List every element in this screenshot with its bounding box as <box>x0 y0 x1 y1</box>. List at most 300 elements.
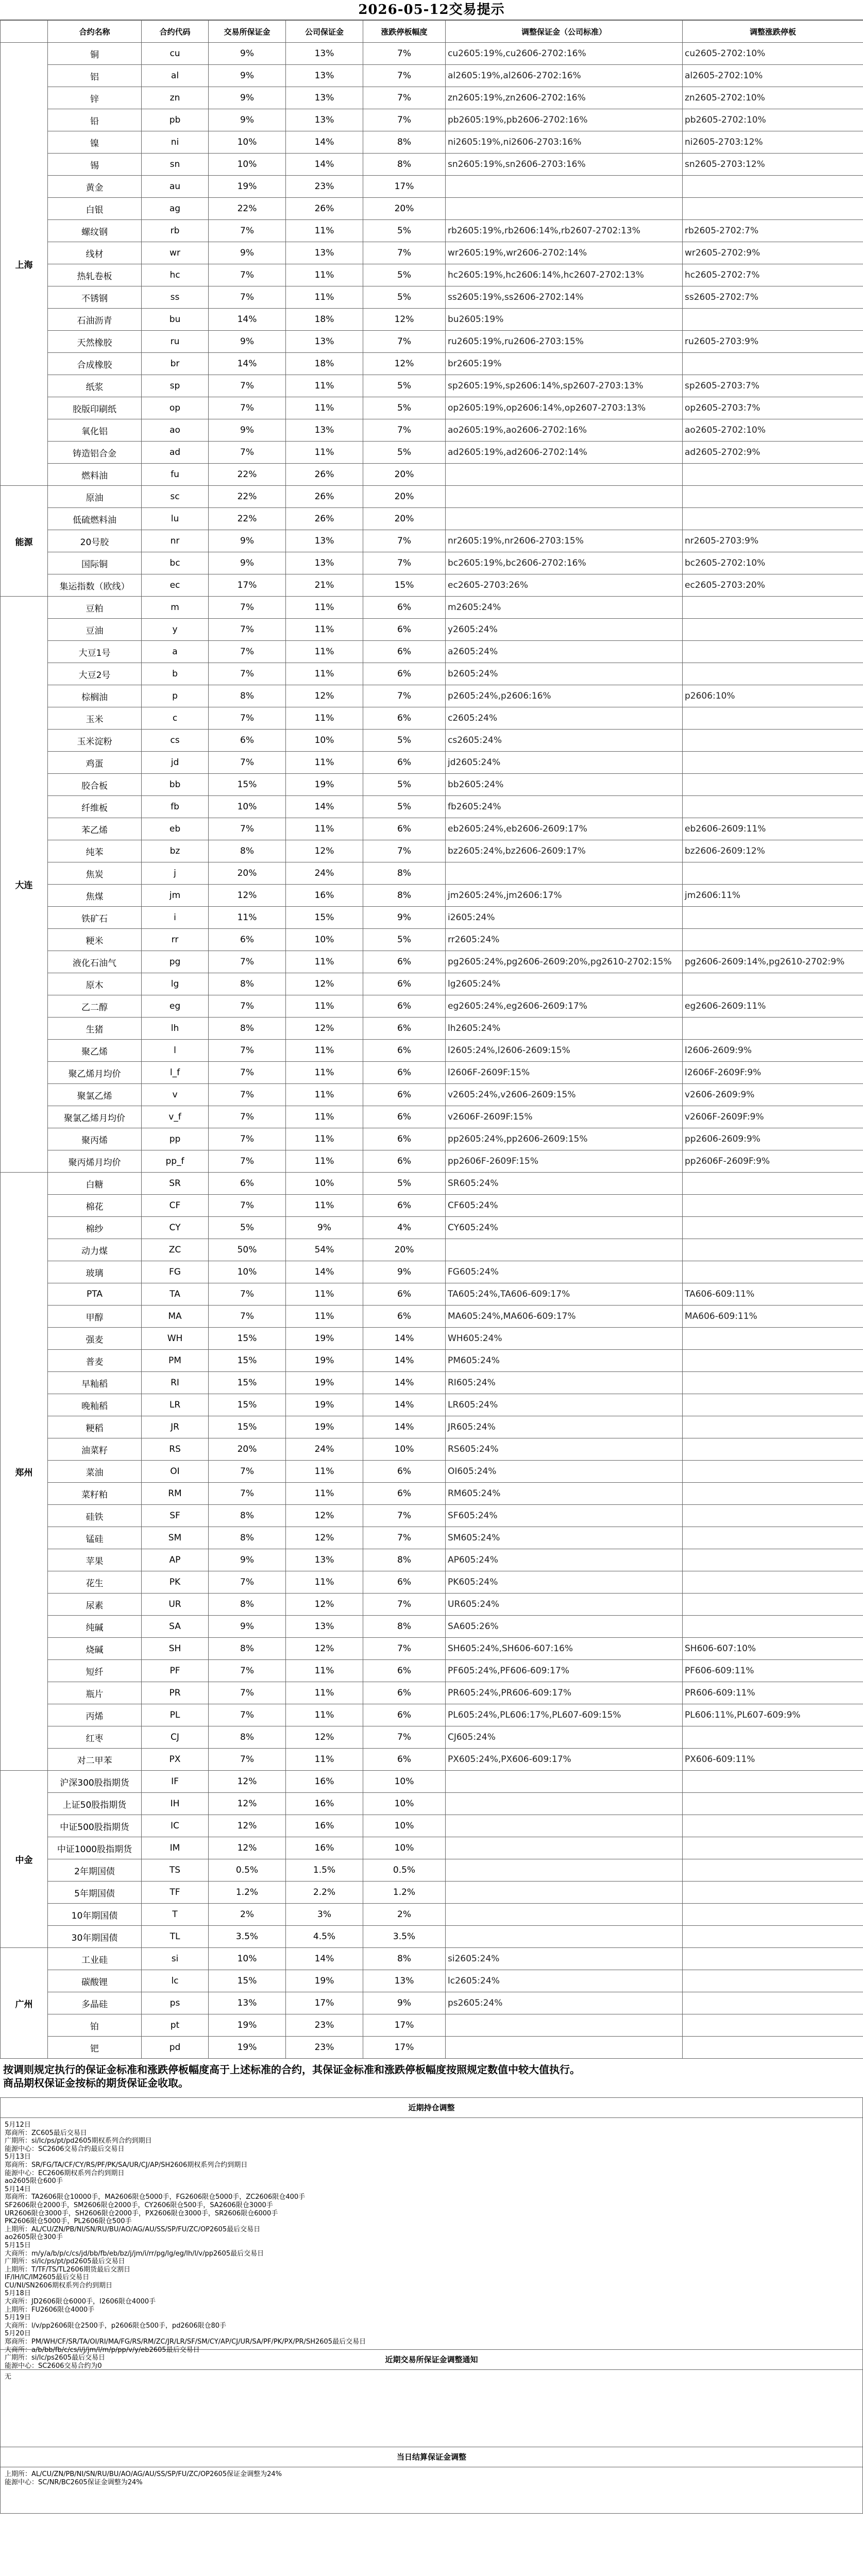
exchange-margin: 8% <box>209 1505 286 1527</box>
adjusted-price-limit: ru2605-2703:9% <box>683 331 863 353</box>
company-margin: 11% <box>286 1128 363 1150</box>
adjusted-margin: SA605:26% <box>446 1616 683 1638</box>
adjusted-margin <box>446 2014 683 2037</box>
contract-name: 对二甲苯 <box>48 1749 142 1771</box>
table-row <box>1 685 863 707</box>
price-limit: 6% <box>363 951 446 973</box>
exchange-margin: 6% <box>209 1173 286 1195</box>
adjusted-price-limit: hc2605-2702:7% <box>683 264 863 286</box>
company-margin: 16% <box>286 1771 363 1793</box>
exchange-margin: 50% <box>209 1239 286 1261</box>
contract-name: 玉米 <box>48 707 142 730</box>
table-row <box>1 552 863 574</box>
exchange-margin: 15% <box>209 1372 286 1394</box>
contract-code: a <box>142 641 209 663</box>
contract-code: sp <box>142 375 209 397</box>
contract-name: 短纤 <box>48 1660 142 1682</box>
contract-name: 铁矿石 <box>48 907 142 929</box>
contract-name: 普麦 <box>48 1350 142 1372</box>
adjusted-price-limit <box>683 1549 863 1571</box>
table-row <box>1 862 863 885</box>
adjusted-margin: jd2605:24% <box>446 752 683 774</box>
table-row <box>1 309 863 331</box>
company-margin: 11% <box>286 707 363 730</box>
adjusted-margin: op2605:19%,op2606:14%,op2607-2703:13% <box>446 397 683 419</box>
price-limit: 6% <box>363 707 446 730</box>
contract-code: bc <box>142 552 209 574</box>
contract-code: pt <box>142 2014 209 2037</box>
contract-code: bz <box>142 840 209 862</box>
exchange-margin: 7% <box>209 1128 286 1150</box>
section-body: 5月12日 郑商所：ZC605最后交易日 广期所：si/lc/ps/pt/pd2605期权系列合约到期日 能源中心：SC2606交易合约最后交易日 5月13日 郑商所：SR/FG/TA/CF/CY/RS/PF/PK/SA/UR/CJ/AP/SH2606期权系列合约到期日 能源中心：EC2606期权系列合约到期日 ao2605限仓600手 5月14日 郑商所：TA2606限仓10000手，MA2606限仓5000手，FG2606限仓5000手，ZC2606限仓400手 SF2606限仓2000手，SM2606限仓2000手，CY2606限仓500手，SA2606限仓3000手 UR2606限仓3000手，SH2606限仓2000手，PX2606限仓3000手，SR2606限仓6000手 PK2606限仓5000手，PL2606限仓500手 上期所：AL/CU/ZN/PB/NI/SN/RU/BU/AO/AG/AU/SS/SP/FU/ZC/OP2605最后交易日 ao2605限仓300手 5月15日 大商所：m/y/a/b/p/c/cs/jd/bb/fb/eb/bz/j/jm/i/rr/pg/lg/eg/lh/l/v/pp2605最后交易日 广期所：si/lc/ps/pt/pd2605最后交易日 上期所：T/TF/TS/TL2606期货最后交割日 IF/IH/IC/IM2605最后交易日 CU/NI/SN2606期权系列合约到期日 5月18日 大商所：JD2606限仓6000手，I2606限仓4000手 上期所：FU2606限仓4000手 5月19日 大商所：l/v/pp2606限仓2500手，p2606限仓500手，pd2606限仓80手 5月20日 郑商所：PM/WH/CF/SR/TA/OI/RI/MA/FG/RS/RM/ZC/JR/LR/SF/SM/CY/AP/CJ/UR/SA/PF/PK/PX/PR/SH2605最后交易日 大商所：a/b/bb/fb/c/cs/i/j/jm/l/m/p/pp/v/y/eb2605最后交易日 广期所：si/lc/ps2605最后交易日 能源中心：SC2606交易合约为0 <box>0 2118 863 2350</box>
company-margin: 14% <box>286 796 363 818</box>
table-row <box>1 619 863 641</box>
company-margin: 12% <box>286 685 363 707</box>
contract-code: ec <box>142 574 209 597</box>
adjusted-price-limit <box>683 973 863 995</box>
section-title: 近期持仓调整 <box>0 2098 863 2118</box>
adjusted-margin <box>446 464 683 486</box>
adjusted-price-limit <box>683 1992 863 2014</box>
table-row <box>1 1970 863 1992</box>
adjusted-price-limit <box>683 353 863 375</box>
contract-code: zn <box>142 87 209 109</box>
company-margin: 1.5% <box>286 1859 363 1882</box>
table-row <box>1 1594 863 1616</box>
exchange-margin: 7% <box>209 397 286 419</box>
contract-code: TL <box>142 1926 209 1948</box>
company-margin: 2.2% <box>286 1882 363 1904</box>
section-settlement-margin <box>0 2447 863 2514</box>
contract-name: 粳米 <box>48 929 142 951</box>
price-limit: 9% <box>363 1992 446 2014</box>
adjusted-margin: m2605:24% <box>446 597 683 619</box>
contract-code: rr <box>142 929 209 951</box>
exchange-margin: 10% <box>209 154 286 176</box>
price-limit: 7% <box>363 87 446 109</box>
company-margin: 13% <box>286 87 363 109</box>
company-margin: 16% <box>286 1815 363 1837</box>
adjusted-margin: TA605:24%,TA606-609:17% <box>446 1283 683 1306</box>
adjusted-price-limit: ss2605-2702:7% <box>683 286 863 309</box>
adjusted-price-limit: v2606-2609:9% <box>683 1084 863 1106</box>
adjusted-margin <box>446 1882 683 1904</box>
adjusted-margin: fb2605:24% <box>446 796 683 818</box>
company-margin: 14% <box>286 1261 363 1283</box>
table-row <box>1 1505 863 1527</box>
contract-code: i <box>142 907 209 929</box>
contract-code: fu <box>142 464 209 486</box>
price-limit: 8% <box>363 1549 446 1571</box>
company-margin: 13% <box>286 331 363 353</box>
exchange-margin: 7% <box>209 995 286 1018</box>
header-cell: 合约名称 <box>48 21 142 43</box>
table-row <box>1 1438 863 1461</box>
exchange-margin: 10% <box>209 1261 286 1283</box>
adjusted-margin: PX605:24%,PX606-609:17% <box>446 1749 683 1771</box>
table-row <box>1 929 863 951</box>
contract-code: PL <box>142 1704 209 1726</box>
price-limit: 10% <box>363 1438 446 1461</box>
contract-name: 玉米淀粉 <box>48 730 142 752</box>
price-limit: 6% <box>363 1128 446 1150</box>
contract-name: 鸡蛋 <box>48 752 142 774</box>
contract-name: 天然橡胶 <box>48 331 142 353</box>
table-row <box>1 1815 863 1837</box>
table-row <box>1 597 863 619</box>
contract-name: 集运指数（欧线） <box>48 574 142 597</box>
price-limit: 6% <box>363 752 446 774</box>
table-row <box>1 1217 863 1239</box>
company-margin: 18% <box>286 309 363 331</box>
contract-name: 低硫燃料油 <box>48 508 142 530</box>
price-limit: 20% <box>363 198 446 220</box>
adjusted-price-limit <box>683 862 863 885</box>
adjusted-margin: SF605:24% <box>446 1505 683 1527</box>
adjusted-price-limit: pp2606-2609:9% <box>683 1128 863 1150</box>
table-row <box>1 286 863 309</box>
adjusted-margin <box>446 1771 683 1793</box>
price-limit: 6% <box>363 973 446 995</box>
company-margin: 23% <box>286 176 363 198</box>
price-limit: 6% <box>363 1660 446 1682</box>
contract-code: l_f <box>142 1062 209 1084</box>
adjusted-price-limit: pb2605-2702:10% <box>683 109 863 131</box>
adjusted-margin: jm2605:24%,jm2606:17% <box>446 885 683 907</box>
adjusted-margin: l2605:24%,l2606-2609:15% <box>446 1040 683 1062</box>
exchange-margin: 19% <box>209 2014 286 2037</box>
contract-name: 白银 <box>48 198 142 220</box>
adjusted-margin: UR605:24% <box>446 1594 683 1616</box>
company-margin: 19% <box>286 1350 363 1372</box>
company-margin: 11% <box>286 818 363 840</box>
adjusted-margin: b2605:24% <box>446 663 683 685</box>
exchange-margin: 14% <box>209 309 286 331</box>
exchange-margin: 7% <box>209 663 286 685</box>
company-margin: 18% <box>286 353 363 375</box>
exchange-margin: 8% <box>209 1726 286 1749</box>
adjusted-margin: nr2605:19%,nr2606-2703:15% <box>446 530 683 552</box>
contract-code: ao <box>142 419 209 442</box>
adjusted-margin: wr2605:19%,wr2606-2702:14% <box>446 242 683 264</box>
company-margin: 11% <box>286 663 363 685</box>
price-limit: 14% <box>363 1372 446 1394</box>
table-row <box>1 1527 863 1549</box>
contract-code: bb <box>142 774 209 796</box>
adjusted-price-limit: sn2605-2703:12% <box>683 154 863 176</box>
exchange-margin: 9% <box>209 109 286 131</box>
contract-code: SA <box>142 1616 209 1638</box>
adjusted-margin: hc2605:19%,hc2606:14%,hc2607-2702:13% <box>446 264 683 286</box>
adjusted-price-limit: SH606-607:10% <box>683 1638 863 1660</box>
header-cell: 公司保证金 <box>286 21 363 43</box>
exchange-margin: 7% <box>209 1150 286 1173</box>
price-limit: 6% <box>363 1018 446 1040</box>
adjusted-price-limit <box>683 1018 863 1040</box>
price-limit: 9% <box>363 907 446 929</box>
price-limit: 5% <box>363 220 446 242</box>
company-margin: 54% <box>286 1239 363 1261</box>
company-margin: 12% <box>286 1726 363 1749</box>
price-limit: 7% <box>363 1638 446 1660</box>
adjusted-margin <box>446 1904 683 1926</box>
contract-name: 烧碱 <box>48 1638 142 1660</box>
adjusted-price-limit: bc2605-2702:10% <box>683 552 863 574</box>
contract-name: 棉花 <box>48 1195 142 1217</box>
contract-name: 氧化铝 <box>48 419 142 442</box>
price-limit: 5% <box>363 929 446 951</box>
contract-name: 铅 <box>48 109 142 131</box>
contract-code: lg <box>142 973 209 995</box>
contract-name: 油菜籽 <box>48 1438 142 1461</box>
contract-code: T <box>142 1904 209 1926</box>
section-title: 近期交易所保证金调整通知 <box>0 2350 863 2370</box>
price-limit: 6% <box>363 1483 446 1505</box>
contract-name: 胶版印刷纸 <box>48 397 142 419</box>
table-row <box>1 1328 863 1350</box>
adjusted-margin: ec2605-2703:26% <box>446 574 683 597</box>
adjusted-price-limit: op2605-2703:7% <box>683 397 863 419</box>
contract-name: 铸造铝合金 <box>48 442 142 464</box>
adjusted-margin <box>446 862 683 885</box>
price-limit: 5% <box>363 264 446 286</box>
contract-code: PX <box>142 1749 209 1771</box>
company-margin: 12% <box>286 1018 363 1040</box>
contract-name: 10年期国债 <box>48 1904 142 1926</box>
header-exchange <box>1 21 48 43</box>
contract-name: 碳酸锂 <box>48 1970 142 1992</box>
company-margin: 13% <box>286 552 363 574</box>
price-limit: 5% <box>363 442 446 464</box>
adjusted-price-limit: eg2606-2609:11% <box>683 995 863 1018</box>
exchange-margin: 9% <box>209 242 286 264</box>
contract-code: TF <box>142 1882 209 1904</box>
company-margin: 11% <box>286 1150 363 1173</box>
contract-code: ad <box>142 442 209 464</box>
contract-code: IF <box>142 1771 209 1793</box>
adjusted-margin: lh2605:24% <box>446 1018 683 1040</box>
adjusted-margin: SH605:24%,SH606-607:16% <box>446 1638 683 1660</box>
exchange-margin: 8% <box>209 973 286 995</box>
adjusted-margin: PF605:24%,PF606-609:17% <box>446 1660 683 1682</box>
exchange-margin: 9% <box>209 65 286 87</box>
adjusted-margin: pp2606F-2609F:15% <box>446 1150 683 1173</box>
company-margin: 11% <box>286 619 363 641</box>
table-row <box>1 65 863 87</box>
table-row <box>1 530 863 552</box>
price-limit: 5% <box>363 375 446 397</box>
contract-name: 燃料油 <box>48 464 142 486</box>
table-row <box>1 1261 863 1283</box>
contract-name: 铜 <box>48 43 142 65</box>
adjusted-price-limit <box>683 1904 863 1926</box>
adjusted-margin: PK605:24% <box>446 1571 683 1594</box>
price-limit: 7% <box>363 1594 446 1616</box>
adjusted-margin: PM605:24% <box>446 1350 683 1372</box>
exchange-label: 上海 <box>1 43 48 486</box>
adjusted-price-limit <box>683 641 863 663</box>
company-margin: 10% <box>286 730 363 752</box>
contract-name: 菜籽粕 <box>48 1483 142 1505</box>
company-margin: 11% <box>286 1704 363 1726</box>
adjusted-price-limit: pp2606F-2609F:9% <box>683 1150 863 1173</box>
contract-name: 丙烯 <box>48 1704 142 1726</box>
table-row <box>1 1239 863 1261</box>
adjusted-margin: pg2605:24%,pg2606-2609:20%,pg2610-2702:15% <box>446 951 683 973</box>
price-limit: 8% <box>363 885 446 907</box>
exchange-margin: 19% <box>209 2037 286 2059</box>
contract-name: 菜油 <box>48 1461 142 1483</box>
adjusted-margin: FG605:24% <box>446 1261 683 1283</box>
company-margin: 19% <box>286 1394 363 1416</box>
contract-name: 上证50股指期货 <box>48 1793 142 1815</box>
adjusted-price-limit <box>683 1616 863 1638</box>
adjusted-margin: pb2605:19%,pb2606-2702:16% <box>446 109 683 131</box>
exchange-margin: 7% <box>209 1461 286 1483</box>
table-row <box>1 1616 863 1638</box>
exchange-label: 郑州 <box>1 1173 48 1771</box>
exchange-margin: 8% <box>209 1527 286 1549</box>
contract-name: 铝 <box>48 65 142 87</box>
contract-name: 30年期国债 <box>48 1926 142 1948</box>
contract-code: PR <box>142 1682 209 1704</box>
company-margin: 16% <box>286 1837 363 1859</box>
adjusted-margin <box>446 176 683 198</box>
table-row <box>1 508 863 530</box>
table-row <box>1 1173 863 1195</box>
adjusted-margin: v2606F-2609F:15% <box>446 1106 683 1128</box>
table-row <box>1 1040 863 1062</box>
contract-name: 甲醇 <box>48 1306 142 1328</box>
table-row <box>1 752 863 774</box>
contract-code: ss <box>142 286 209 309</box>
exchange-margin: 22% <box>209 198 286 220</box>
exchange-margin: 9% <box>209 530 286 552</box>
company-margin: 13% <box>286 1549 363 1571</box>
contract-name: 硅铁 <box>48 1505 142 1527</box>
exchange-margin: 9% <box>209 87 286 109</box>
price-limit: 7% <box>363 1726 446 1749</box>
adjusted-price-limit <box>683 2014 863 2037</box>
company-margin: 19% <box>286 1970 363 1992</box>
contract-name: 镍 <box>48 131 142 154</box>
adjusted-margin <box>446 1926 683 1948</box>
contract-name: 聚乙烯 <box>48 1040 142 1062</box>
price-limit: 5% <box>363 1173 446 1195</box>
adjusted-margin <box>446 2037 683 2059</box>
table-row <box>1 973 863 995</box>
adjusted-price-limit <box>683 2037 863 2059</box>
company-margin: 11% <box>286 1040 363 1062</box>
company-margin: 14% <box>286 154 363 176</box>
contract-name: 5年期国债 <box>48 1882 142 1904</box>
section-title: 当日结算保证金调整 <box>0 2447 863 2467</box>
adjusted-price-limit <box>683 929 863 951</box>
company-margin: 11% <box>286 1306 363 1328</box>
contract-code: IC <box>142 1815 209 1837</box>
contract-name: 苹果 <box>48 1549 142 1571</box>
price-limit: 20% <box>363 1239 446 1261</box>
exchange-margin: 22% <box>209 464 286 486</box>
price-limit: 10% <box>363 1771 446 1793</box>
adjusted-margin: bu2605:19% <box>446 309 683 331</box>
exchange-margin: 12% <box>209 1793 286 1815</box>
contract-name: 大豆1号 <box>48 641 142 663</box>
contract-code: IH <box>142 1793 209 1815</box>
company-margin: 21% <box>286 574 363 597</box>
adjusted-margin: si2605:24% <box>446 1948 683 1970</box>
exchange-margin: 7% <box>209 951 286 973</box>
table-row <box>1 995 863 1018</box>
exchange-margin: 17% <box>209 574 286 597</box>
company-margin: 11% <box>286 442 363 464</box>
exchange-margin: 8% <box>209 1594 286 1616</box>
price-limit: 6% <box>363 818 446 840</box>
price-limit: 17% <box>363 176 446 198</box>
note-line: 按调则规定执行的保证金标准和涨跌停板幅度高于上述标准的合约，其保证金标准和涨跌停板幅度按照规定数值中较大值执行。 <box>3 2063 580 2076</box>
contract-code: fb <box>142 796 209 818</box>
contract-name: 纯碱 <box>48 1616 142 1638</box>
exchange-margin: 0.5% <box>209 1859 286 1882</box>
page-title: 2026-05-12交易提示 <box>0 0 863 20</box>
contract-code: v_f <box>142 1106 209 1128</box>
company-margin: 14% <box>286 1948 363 1970</box>
company-margin: 12% <box>286 973 363 995</box>
adjusted-price-limit <box>683 309 863 331</box>
price-limit: 7% <box>363 109 446 131</box>
adjusted-price-limit <box>683 508 863 530</box>
adjusted-margin <box>446 486 683 508</box>
company-margin: 12% <box>286 1594 363 1616</box>
company-margin: 4.5% <box>286 1926 363 1948</box>
adjusted-margin <box>446 508 683 530</box>
company-margin: 16% <box>286 1793 363 1815</box>
table-row <box>1 486 863 508</box>
exchange-margin: 15% <box>209 1970 286 1992</box>
contract-name: 2年期国债 <box>48 1859 142 1882</box>
adjusted-price-limit <box>683 1438 863 1461</box>
exchange-margin: 9% <box>209 331 286 353</box>
exchange-margin: 9% <box>209 1616 286 1638</box>
adjusted-price-limit <box>683 1970 863 1992</box>
adjusted-margin: a2605:24% <box>446 641 683 663</box>
exchange-margin: 10% <box>209 131 286 154</box>
adjusted-price-limit <box>683 1815 863 1837</box>
contract-code: AP <box>142 1549 209 1571</box>
table-row <box>1 1106 863 1128</box>
header-cell: 合约代码 <box>142 21 209 43</box>
price-limit: 5% <box>363 397 446 419</box>
contract-code: WH <box>142 1328 209 1350</box>
adjusted-margin: cu2605:19%,cu2606-2702:16% <box>446 43 683 65</box>
price-limit: 6% <box>363 641 446 663</box>
adjusted-margin <box>446 1837 683 1859</box>
adjusted-price-limit <box>683 597 863 619</box>
adjusted-margin: SM605:24% <box>446 1527 683 1549</box>
company-margin: 10% <box>286 1173 363 1195</box>
header-cell: 交易所保证金 <box>209 21 286 43</box>
contract-code: m <box>142 597 209 619</box>
exchange-margin: 19% <box>209 176 286 198</box>
adjusted-margin: p2605:24%,p2606:16% <box>446 685 683 707</box>
price-limit: 8% <box>363 862 446 885</box>
company-margin: 12% <box>286 1638 363 1660</box>
contract-code: lc <box>142 1970 209 1992</box>
exchange-margin: 7% <box>209 1660 286 1682</box>
exchange-margin: 7% <box>209 619 286 641</box>
contract-code: RI <box>142 1372 209 1394</box>
contract-name: 聚氯乙烯 <box>48 1084 142 1106</box>
